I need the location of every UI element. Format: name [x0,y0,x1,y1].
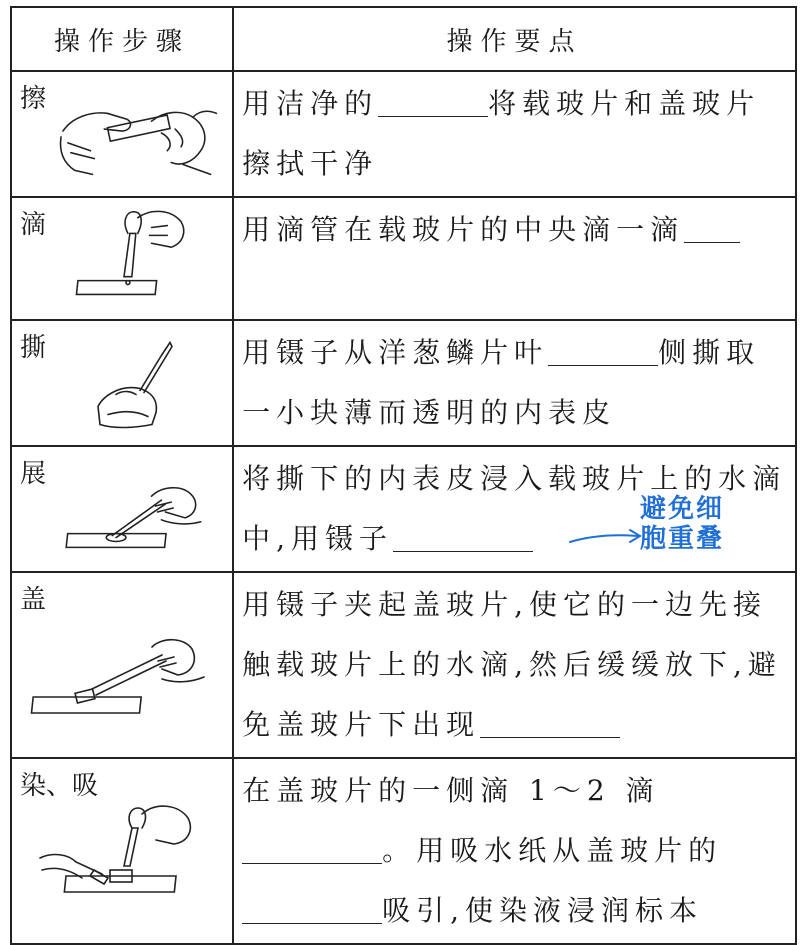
point-text-part: 将撕下的内表皮浸入载玻片上的水滴中,用镊子 [242,462,787,555]
point-text [234,198,795,262]
point-text-part: 用镊子夹起盖玻片,使它的一边先接触载玻片上的水滴,然后缓缓放下,避免盖玻片下出现 [242,588,782,741]
point-text-part: 侧撕取一小块薄而透明的内表皮 [242,336,761,429]
point-text-part: 用镊子从洋葱鳞片叶 [242,336,549,369]
point-cell [233,197,796,320]
table-row [11,758,796,944]
step-label: 展 [20,459,47,489]
step-cell [11,71,233,197]
point-text [234,573,795,757]
operation-table [10,6,797,945]
answer-blank[interactable] [242,889,382,924]
point-text-part: 用滴管在载玻片的中央滴一滴 [242,213,685,246]
point-cell [233,71,796,197]
point-text-part: 。用吸水纸从盖玻片的 [382,834,723,867]
step-label: 染、吸 [20,771,99,801]
dropper-on-slide-icon [12,198,234,319]
step-label: 滴 [20,210,47,240]
answer-blank[interactable] [378,82,488,117]
point-text-part: 用洁净的 [242,87,379,120]
step-cell [11,320,233,446]
tweezers-spreading-on-slide-icon [12,447,234,571]
staining-and-blotting-icon [12,759,234,943]
answer-blank[interactable] [684,208,740,243]
point-text-part: 在盖玻片的一侧滴 1～2 滴 [242,774,660,807]
step-label: 撕 [20,333,47,363]
point-cell [233,320,796,446]
answer-blank[interactable] [242,829,382,864]
tweezers-lowering-coverslip-icon [12,573,234,757]
hands-wiping-slide-icon [12,72,234,196]
header-points: 操作要点 [233,7,796,71]
point-cell [233,572,796,758]
point-text [234,759,795,943]
point-text-part: 将载玻片和盖玻片擦拭干净 [242,87,761,180]
table-row [11,572,796,758]
handwritten-answer: 避免细胞重叠 [640,494,725,554]
step-label: 擦 [20,84,47,114]
point-text [234,321,795,445]
step-cell [11,446,233,572]
point-text [234,72,795,196]
header-steps: 操作步骤 [11,7,233,71]
step-label: 盖 [20,585,47,615]
step-cell [11,758,233,944]
answer-blank[interactable] [548,331,658,366]
answer-blank[interactable] [480,703,620,738]
step-cell [11,572,233,758]
tweezers-peeling-onion-icon [12,321,234,445]
point-cell [233,758,796,944]
table-row [11,197,796,320]
step-cell [11,197,233,320]
point-text-part: 吸引,使染液浸润标本 [382,894,704,927]
table-row [11,320,796,446]
handwriting-arrow-icon [568,520,648,554]
table-row [11,71,796,197]
table-header-row [11,7,796,71]
answer-blank[interactable] [393,517,533,552]
